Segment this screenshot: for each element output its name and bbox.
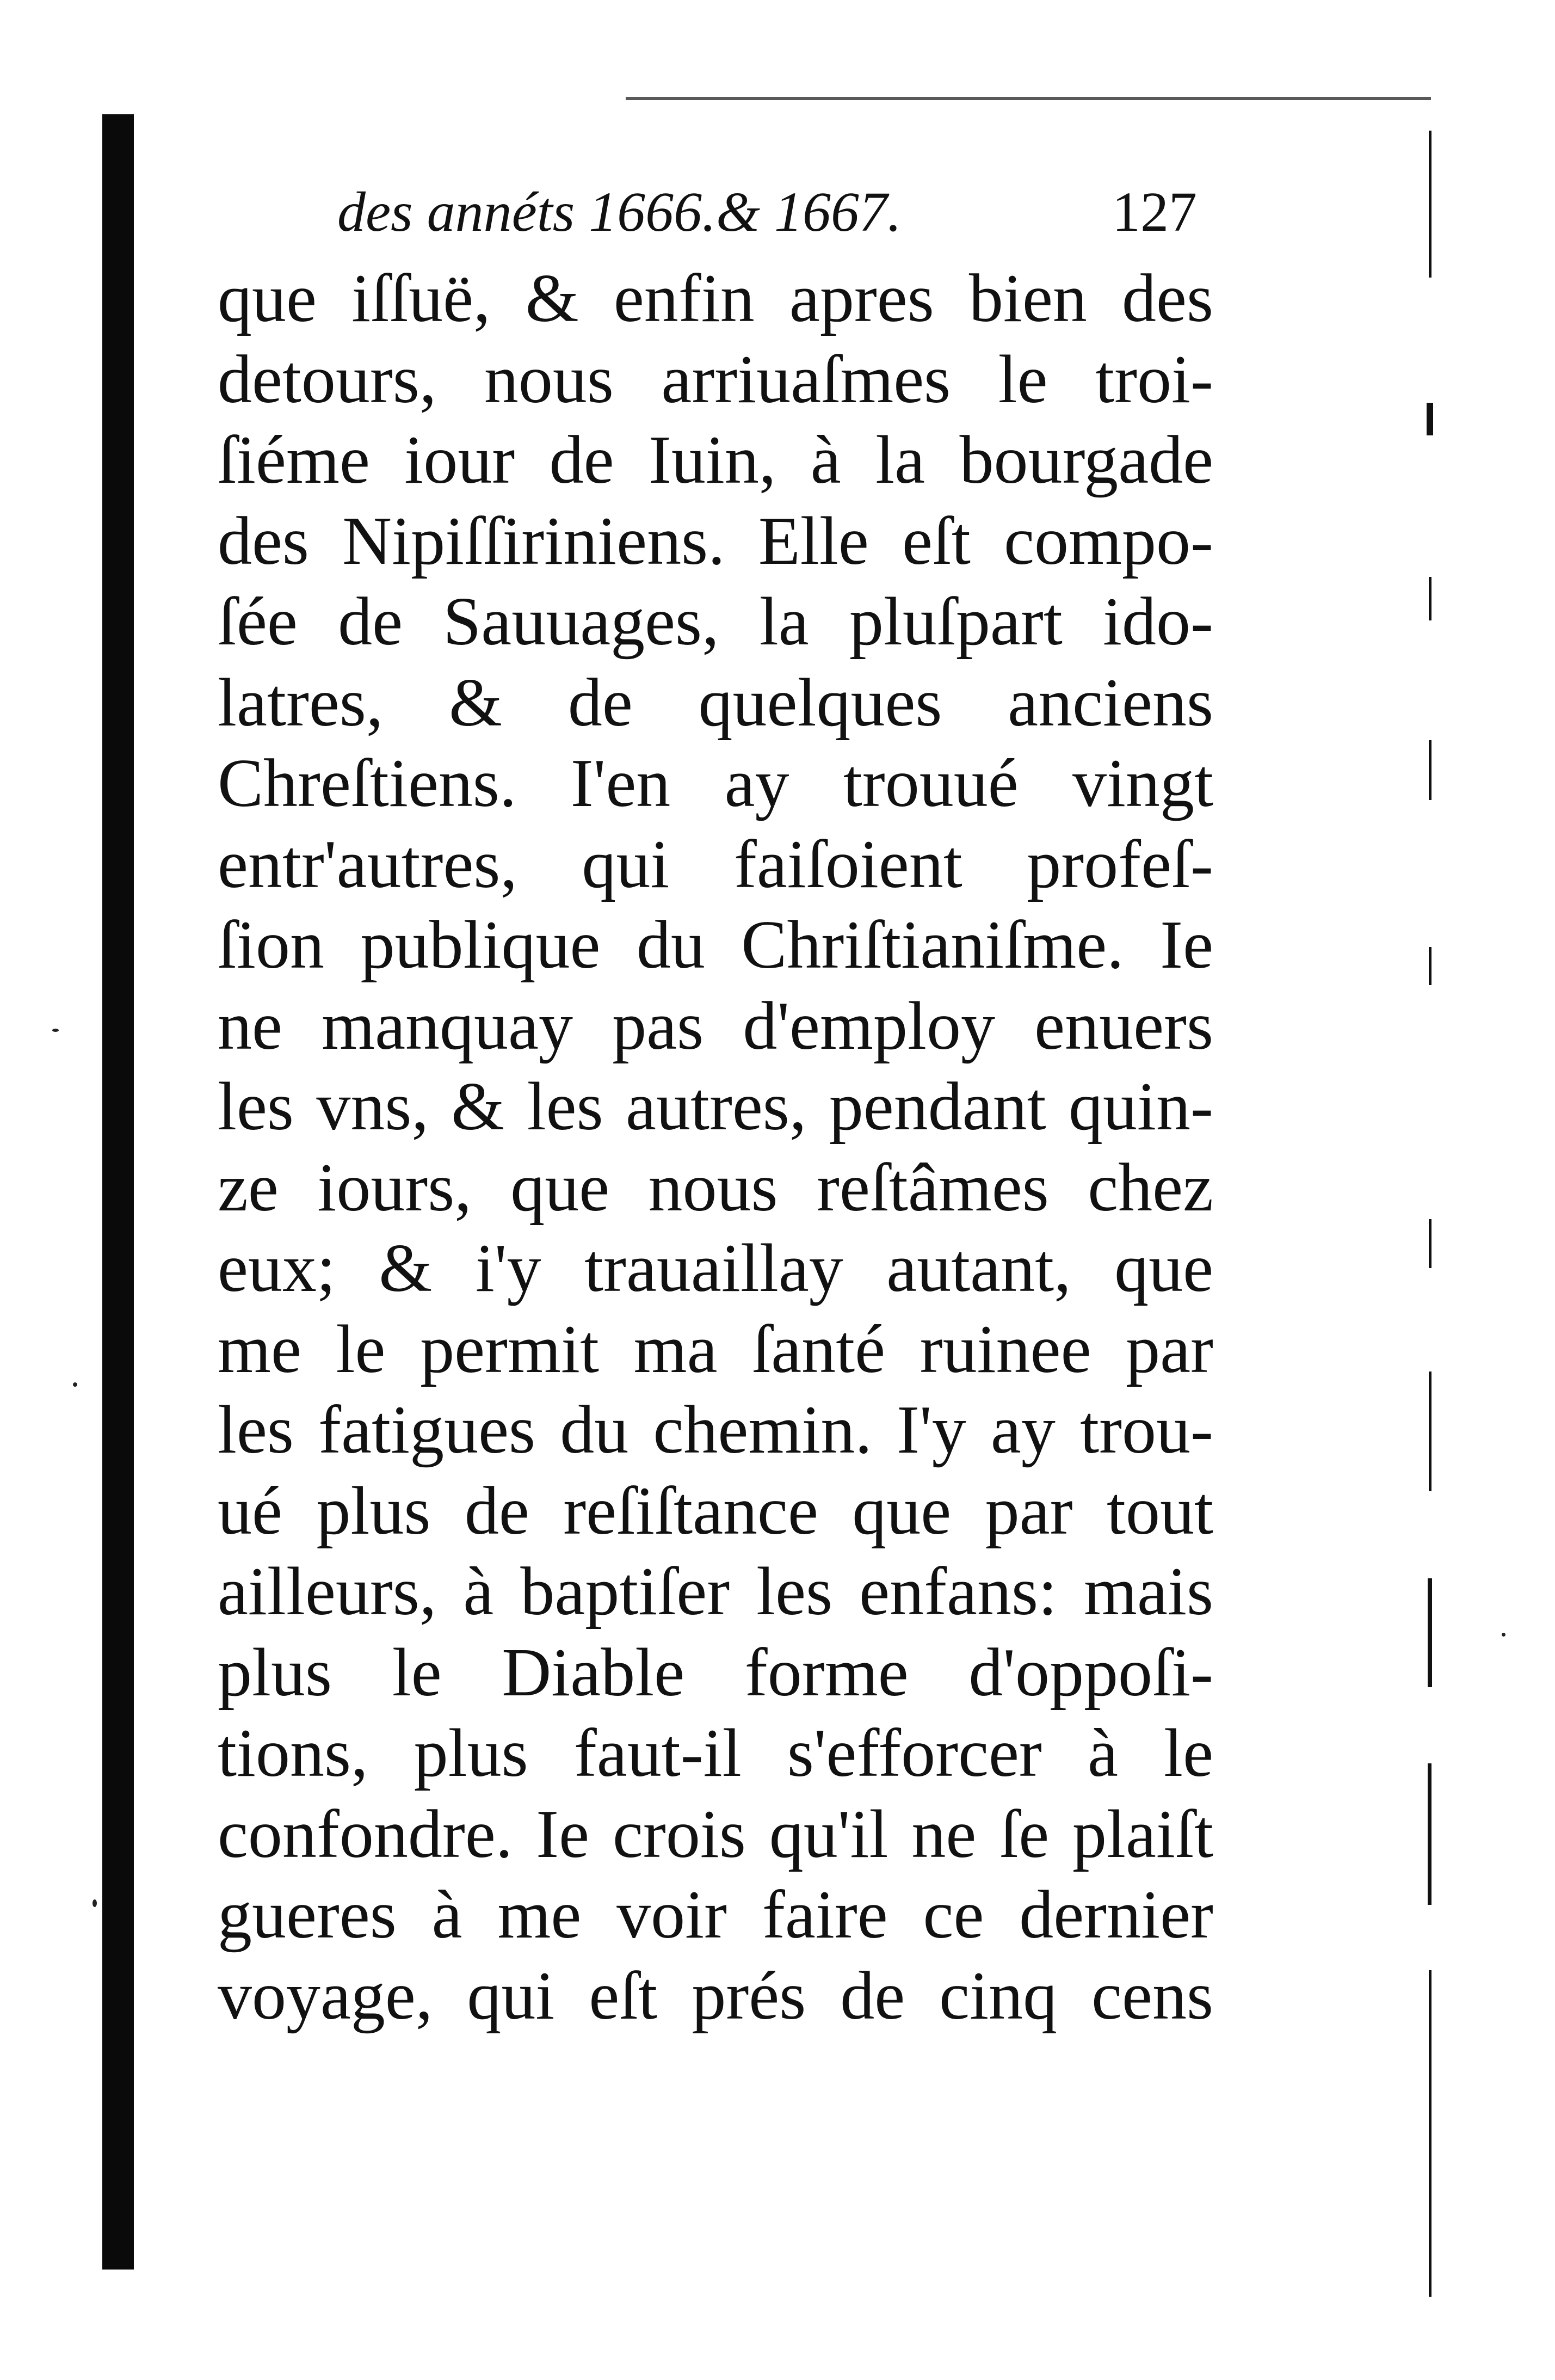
running-header (337, 180, 1197, 261)
text-line: tions, plus faut-il s'efforcer à le (218, 1715, 1213, 1791)
text-line: entr'autres, qui faiſoient profeſ- (218, 826, 1213, 902)
text-line: ſée de Sauuages, la pluſpart ido- (218, 584, 1213, 660)
text-line: eux; & i'y trauaillay autant, que (218, 1231, 1213, 1306)
text-line: gueres à me voir faire ce dernier (218, 1877, 1213, 1953)
text-line: les vns, & les autres, pendant quin- (218, 1069, 1213, 1145)
page-number: 127 (1112, 181, 1197, 243)
text-line: ne manquay pas d'employ enuers (218, 988, 1213, 1064)
text-line: ailleurs, à baptiſer les enfans: mais (218, 1554, 1213, 1629)
text-line: plus le Diable forme d'oppoſi- (218, 1634, 1213, 1711)
ink-speck (92, 1899, 97, 1907)
text-line: voyage, qui eſt prés de cinq cens (218, 1958, 1213, 2034)
text-line: Chreſtiens. I'en ay trouué vingt (218, 746, 1213, 821)
text-line: ſion publique du Chriſtianiſme. Ie (218, 907, 1213, 983)
binding-gutter-shadow (102, 114, 134, 2270)
text-line: des Nipiſſiriniens. Elle eſt compo- (218, 503, 1213, 579)
text-line: detours, nous arriuaſmes le troi- (218, 341, 1213, 417)
text-line: ué plus de reſiſtance que par tout (218, 1473, 1213, 1549)
ink-speck (1502, 1633, 1505, 1637)
ink-speck (73, 1382, 77, 1387)
top-border-rule (626, 97, 1431, 100)
text-line: que iſſuë, & enfin apres bien des (218, 261, 1213, 336)
text-line: les fatigues du chemin. I'y ay trou- (218, 1392, 1213, 1468)
text-line: ze iours, que nous reſtâmes chez (218, 1149, 1213, 1226)
text-line: me le permit ma ſanté ruinee par (218, 1311, 1213, 1387)
body-text (218, 259, 1213, 2037)
text-line: latres, & de quelques anciens (218, 665, 1213, 741)
ink-speck (52, 1029, 59, 1032)
running-title: des annéts 1666.& 1667. (337, 181, 902, 243)
text-line: confondre. Ie crois qu'il ne ſe plaiſt (218, 1796, 1213, 1872)
text-line: ſiéme iour de Iuin, à la bourgade (218, 422, 1213, 498)
right-page-edge (1426, 131, 1436, 2302)
